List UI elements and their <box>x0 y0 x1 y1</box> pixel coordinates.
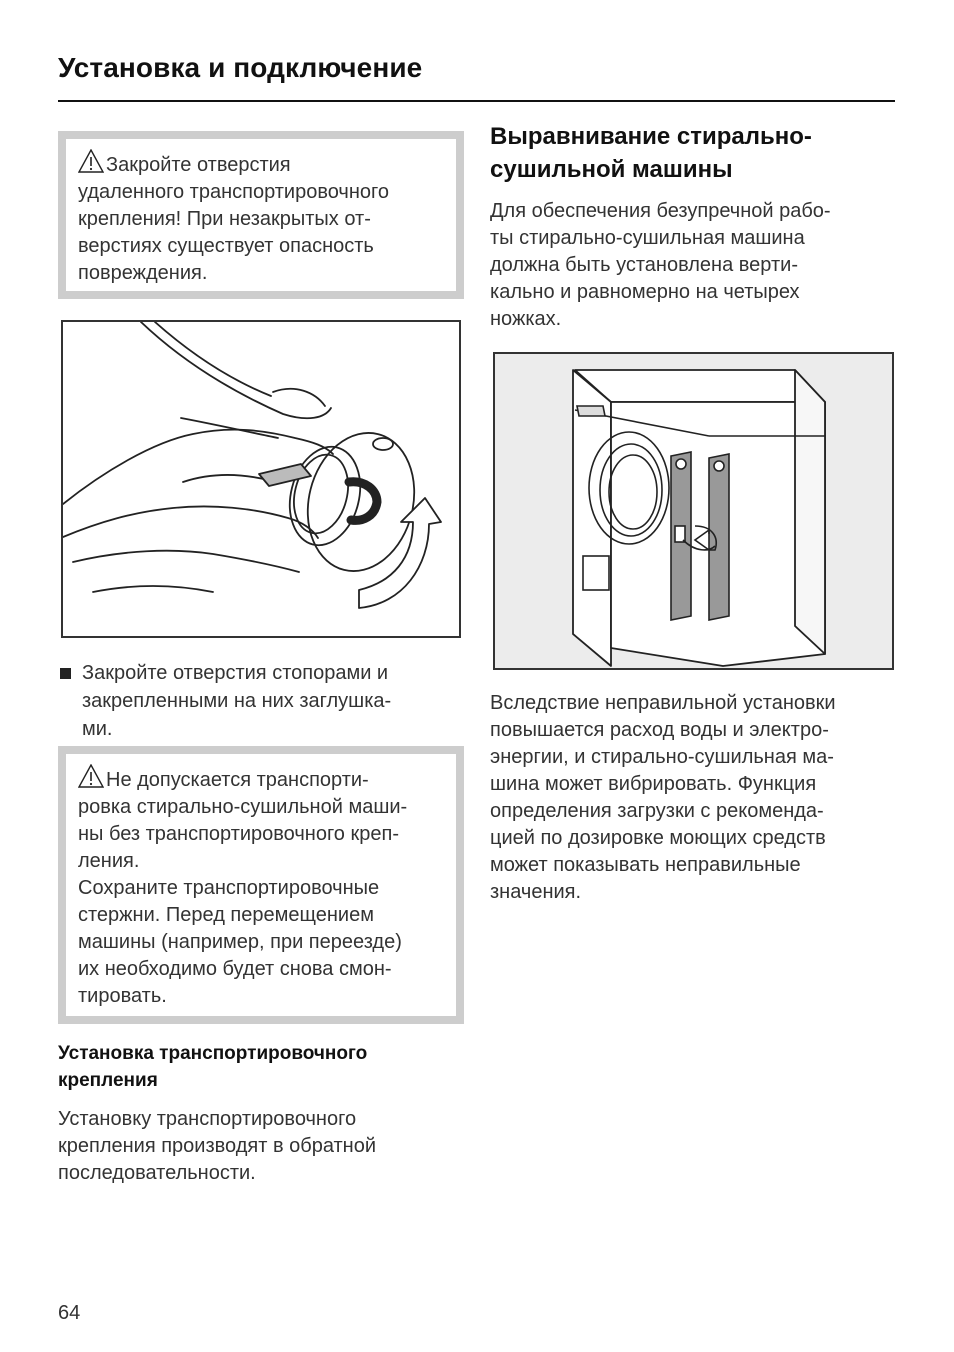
illustration-inserting-stopper <box>61 320 461 638</box>
body-line: кально и равномерно на четырех <box>490 281 800 303</box>
leveling-intro <box>490 198 890 333</box>
warning-line: машины (например, при переезде) <box>78 931 402 953</box>
body-line: может показывать неправильные <box>490 854 801 876</box>
body-line: Для обеспечения безупречной рабо- <box>490 200 831 222</box>
body-line: определения загрузки с рекоменда- <box>490 800 824 822</box>
warning-triangle-icon <box>78 764 104 788</box>
title-divider <box>58 100 895 102</box>
bullet-line: Закройте отверстия стопорами и <box>82 662 389 684</box>
body-line: значения. <box>490 881 582 903</box>
page-number: 64 <box>58 1302 81 1324</box>
washing-machine-drawing <box>495 354 892 668</box>
heading-line: Установка транспортировочного <box>58 1043 368 1064</box>
warning-line: Сохраните транспортировочные <box>78 877 380 899</box>
page-title: Установка и подключение <box>58 52 423 83</box>
body-line: энергии, и стирально-сушильная ма- <box>490 746 834 768</box>
body-line: шина может вибрировать. Функция <box>490 773 817 795</box>
section-heading-leveling <box>490 120 812 186</box>
bullet-line: ми. <box>82 718 113 740</box>
warning-triangle-icon <box>78 149 104 173</box>
body-line: повышается расход воды и электро- <box>490 719 829 741</box>
hand-plug-drawing <box>63 322 459 636</box>
body-line: Вследствие неправильной установки <box>490 692 836 714</box>
heading-line: Выравнивание стирально- <box>490 123 812 150</box>
square-bullet-icon <box>60 668 71 679</box>
warning-line: ления. <box>78 850 140 872</box>
warning-box-transport-holes <box>58 131 464 299</box>
body-line: ножках. <box>490 308 562 330</box>
warning-line: удаленного транспортировочного <box>78 181 389 203</box>
warning-line: крепления! При незакрытых от- <box>78 208 371 230</box>
warning-line: ны без транспортировочного креп- <box>78 823 399 845</box>
leveling-body <box>490 690 894 906</box>
section-heading-install-transport <box>58 1040 367 1094</box>
warning-line: их необходимо будет снова смон- <box>78 958 392 980</box>
body-line: ты стирально-сушильная машина <box>490 227 805 249</box>
body-line: крепления производят в обратной <box>58 1135 377 1157</box>
section-body-install-transport <box>58 1106 458 1187</box>
body-line: цией по дозировке моющих средств <box>490 827 826 849</box>
body-line: последовательности. <box>58 1162 256 1184</box>
warning-line: тировать. <box>78 985 167 1007</box>
bullet-line: закрепленными на них заглушка- <box>82 690 392 712</box>
warning-line: Закройте отверстия <box>106 154 291 176</box>
warning-line: Не допускается транспорти- <box>106 769 369 791</box>
warning-line: повреждения. <box>78 262 208 284</box>
warning-line: верстиях существует опасность <box>78 235 374 257</box>
heading-line: сушильной машины <box>490 156 733 183</box>
heading-line: крепления <box>58 1070 158 1091</box>
warning-line: ровка стирально-сушильной маши- <box>78 796 408 818</box>
warning-line: стержни. Перед перемещением <box>78 904 374 926</box>
warning-box-transport <box>58 746 464 1024</box>
body-line: Установку транспортировочного <box>58 1108 357 1130</box>
illustration-machine-level <box>493 352 894 670</box>
body-line: должна быть установлена верти- <box>490 254 798 276</box>
